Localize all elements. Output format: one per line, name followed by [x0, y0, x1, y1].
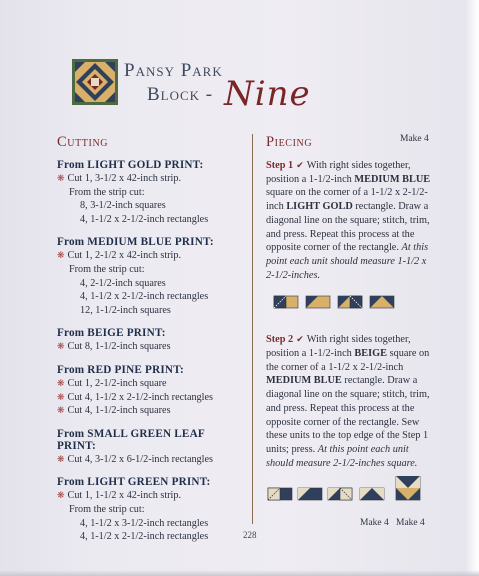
piecing-column — [266, 134, 436, 529]
cut-line: ❋ Cut 1, 2-1/2 x 42-inch strip. — [57, 250, 182, 262]
step-1-make-label: Make 4 — [400, 134, 429, 144]
title-block: Block - — [147, 84, 214, 105]
step-2-text: Step 2 ✔ With right sides together, position a 1-1/2-inch BEIGE square on the corner of a 1-1/2 x 2-1/2-inch MEDIUM BLUE rectangle. Draw a diagonal line on the square; stitch, trim, and press. Repeat this process at the opposite corner of the rectangle. Sew these units to the top edge of the Step 1 units; press. At this point each unit should measure 2-1/2-inches square. — [266, 334, 430, 469]
cut-line: 4, 1-1/2 x 3-1/2-inch rectangles — [80, 517, 209, 529]
group-heading: From MEDIUM BLUE PRINT: — [57, 236, 214, 249]
checkmark-icon: ✔ — [296, 160, 304, 170]
title-nine: Nine — [224, 74, 311, 114]
cut-line: ❋ Cut 4, 1-1/2-inch squares — [57, 405, 171, 417]
step-2-label: Step 2 ✔ — [266, 334, 304, 346]
cut-group-light-gold — [57, 159, 242, 226]
snowflake-icon: ❋ — [57, 391, 65, 402]
step-2-diagram-wrap — [266, 470, 436, 529]
snowflake-icon: ❋ — [57, 490, 65, 501]
group-heading: From SMALL GREEN LEAF PRINT: — [57, 427, 205, 452]
checkmark-icon: ✔ — [296, 334, 304, 345]
cut-line: From the strip cut: — [69, 263, 145, 275]
unit-trimmed-beige — [298, 488, 322, 500]
cut-line: ❋ Cut 1, 3-1/2 x 42-inch strip. — [57, 173, 182, 184]
cut-line: 4, 1-1/2 x 2-1/2-inch rectangles — [80, 531, 209, 543]
unit-two-squares — [338, 296, 362, 308]
unit-second-beige — [328, 488, 352, 500]
step-1-text: Step 1 ✔ With right sides together, position a 1-1/2-inch MEDIUM BLUE square on the corner of a 1-1/2 x 2-1/2-inch LIGHT GOLD rectangle. Draw a diagonal line on the square; stitch, trim, and press. Repeat this process at the opposite corner of the rectangle. At this point each unit should measure 1-1/2 x 2-1/2-inches. — [266, 160, 431, 281]
column-divider — [252, 134, 253, 524]
cut-line: ❋ Cut 1, 2-1/2-inch square — [57, 377, 167, 389]
cut-line: 4, 2-1/2-inch squares — [80, 277, 166, 289]
cut-line: 8, 3-1/2-inch squares — [80, 200, 166, 212]
snowflake-icon: ❋ — [57, 453, 65, 464]
group-heading: From BEIGE PRINT: — [57, 327, 166, 340]
unit-trimmed-corner — [306, 296, 330, 308]
page-bottom-shadow — [0, 570, 479, 576]
cut-group-beige — [57, 327, 242, 354]
step-2-make-label-a: Make 4 — [360, 518, 389, 529]
group-heading: From LIGHT GREEN PRINT: — [57, 476, 211, 489]
unit-rect-beige-square — [268, 488, 292, 500]
snowflake-icon: ❋ — [57, 377, 65, 388]
cut-line: 4, 1-1/2 x 2-1/2-inch rectangles — [80, 213, 209, 225]
step-1-label: Step 1 ✔ — [266, 160, 304, 171]
snowflake-icon: ❋ — [57, 341, 65, 352]
group-heading: From LIGHT GOLD PRINT: — [57, 159, 204, 171]
group-heading: From RED PINE PRINT: — [57, 363, 184, 376]
cut-group-red-pine — [57, 364, 242, 418]
cut-line: ❋ Cut 8, 1-1/2-inch squares — [57, 341, 171, 353]
step-1-diagram — [266, 288, 436, 318]
step-2-make-label-b: Make 4 — [396, 518, 425, 529]
cut-group-medium-blue — [57, 236, 242, 317]
cut-group-small-green-leaf — [57, 428, 242, 467]
cut-group-light-green — [57, 476, 242, 543]
cut-line: From the strip cut: — [69, 503, 145, 515]
cut-line: 4, 1-1/2 x 2-1/2-inch rectangles — [80, 291, 209, 303]
snowflake-icon: ❋ — [57, 173, 65, 183]
title-pansy-park: Pansy Park — [124, 60, 223, 81]
cutting-title: Cutting — [57, 134, 109, 150]
cut-line: ❋ Cut 4, 3-1/2 x 6-1/2-inch rectangles — [57, 453, 213, 465]
snowflake-icon: ❋ — [57, 250, 65, 261]
cut-line: 12, 1-1/2-inch squares — [80, 304, 171, 316]
step-2-diagram — [266, 476, 436, 520]
quilt-block-logo — [72, 59, 118, 105]
unit-rect-with-square — [274, 296, 298, 308]
cut-line: ❋ Cut 1, 1-1/2 x 42-inch strip. — [57, 490, 182, 502]
snowflake-icon: ❋ — [57, 405, 65, 416]
page-number: 228 — [243, 530, 257, 540]
unit-blue-geese — [360, 488, 384, 500]
cut-line: ❋ Cut 4, 1-1/2 x 2-1/2-inch rectangles — [57, 391, 213, 403]
unit-flying-geese — [370, 296, 394, 308]
piecing-title: Piecing — [266, 134, 313, 150]
page-edge-shadow — [465, 0, 479, 576]
cut-line: From the strip cut: — [69, 186, 145, 198]
unit-sewn-square — [396, 476, 420, 500]
cutting-column — [57, 134, 242, 554]
